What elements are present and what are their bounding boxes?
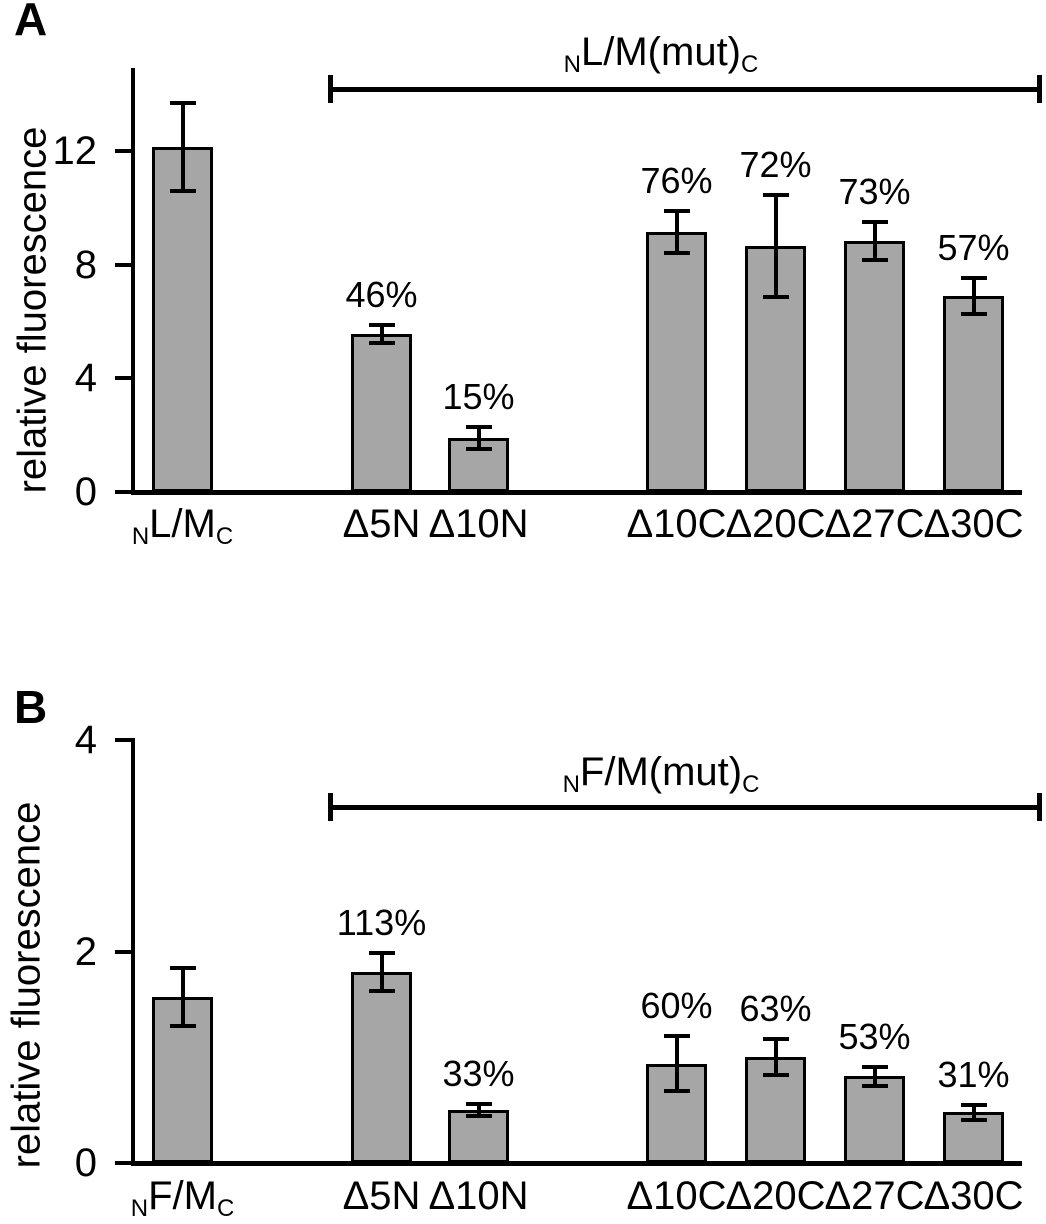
label-text: Δ10C xyxy=(626,1174,727,1218)
label-text: Δ5N xyxy=(342,502,421,546)
panel-a-x-axis-line xyxy=(131,490,1022,495)
panel-a-category-label xyxy=(923,502,1023,546)
panel-a-error-bar-cap-bottom xyxy=(961,312,987,316)
panel-a-error-bar-cap-bottom xyxy=(369,341,395,345)
panel-b-error-bar-cap-bottom xyxy=(664,1089,690,1093)
panel-a-error-bar-cap-bottom xyxy=(170,189,196,193)
panel-b-category-label xyxy=(923,1174,1023,1218)
panel-a-category-label xyxy=(626,502,726,546)
panel-b-tick-label: 4 xyxy=(74,718,97,762)
panel-a-percent-label: 46% xyxy=(345,273,418,315)
panel-a-category-label xyxy=(132,502,233,551)
panel-a-category-label xyxy=(428,502,528,546)
label-text: Δ30C xyxy=(923,1174,1024,1218)
panel-a-category-label xyxy=(343,502,421,546)
panel-b-x-axis-line xyxy=(131,1161,1022,1166)
panel-b-y-axis-line xyxy=(131,738,135,1166)
panel-a-category-label xyxy=(725,502,825,546)
panel-b-error-bar-cap-bottom xyxy=(763,1073,789,1077)
panel-a-bracket-line xyxy=(330,87,1040,92)
panel-b-error-bar-cap-bottom xyxy=(466,1114,492,1118)
panel-b-percent-label: 63% xyxy=(739,988,812,1030)
panel-b-tick-mark xyxy=(115,738,131,742)
panel-b-tick-mark xyxy=(115,1161,131,1165)
panel-a-bar xyxy=(351,334,412,492)
panel-a-error-bar-line xyxy=(477,427,481,450)
panel-a-error-bar-cap-bottom xyxy=(466,447,492,451)
panel-a-error-bar-cap-top xyxy=(369,323,395,327)
panel-a-percent-label: 76% xyxy=(640,159,713,201)
panel-a-bar xyxy=(646,232,707,492)
panel-b-percent-label: 31% xyxy=(937,1053,1010,1095)
panel-a-error-bar-cap-top xyxy=(862,220,888,224)
panel-b-error-bar-cap-top xyxy=(862,1065,888,1069)
label-text: Δ10N xyxy=(428,1174,529,1218)
panel-b-error-bar-cap-top xyxy=(170,966,196,970)
label-text: L/M(mut) xyxy=(581,30,741,74)
panel-a-error-bar-line xyxy=(181,103,185,191)
label-text: Δ10N xyxy=(428,502,529,546)
panel-a-error-bar-cap-bottom xyxy=(664,251,690,255)
panel-b-error-bar-line xyxy=(181,968,185,1025)
panel-b-error-bar-cap-top xyxy=(763,1037,789,1041)
label-text: Δ5N xyxy=(342,1174,421,1218)
panel-b-category-label xyxy=(131,1174,235,1223)
panel-a-tick-label: 0 xyxy=(74,470,97,514)
panel-a-bracket-cap-left xyxy=(328,75,333,103)
subscript-text: N xyxy=(131,523,150,551)
subscript-text: C xyxy=(216,1195,235,1223)
panel-a-error-bar-line xyxy=(774,195,778,297)
panel-a-y-axis-title: relative fluorescence xyxy=(10,126,55,494)
label-text: Δ10C xyxy=(626,502,727,546)
panel-b-percent-label: 53% xyxy=(838,1015,911,1057)
panel-b-error-bar-cap-bottom xyxy=(170,1024,196,1028)
panel-b-category-label xyxy=(343,1174,421,1218)
panel-a-percent-label: 73% xyxy=(838,170,911,212)
label-text: L/M xyxy=(149,502,216,546)
panel-b-tick-label: 0 xyxy=(74,1141,97,1185)
panel-a-y-axis-line xyxy=(131,68,135,495)
panel-a-error-bar-cap-top xyxy=(763,193,789,197)
panel-a-error-bar-cap-top xyxy=(466,425,492,429)
panel-a-tick-label: 12 xyxy=(52,129,97,174)
panel-a-bar xyxy=(943,296,1004,492)
label-text: F/M(mut) xyxy=(579,750,743,794)
panel-a-letter: A xyxy=(14,0,48,45)
subscript-text: N xyxy=(562,771,580,799)
panel-a-error-bar-line xyxy=(873,222,877,261)
panel-a-error-bar-line xyxy=(972,278,976,313)
panel-a-error-bar-cap-top xyxy=(961,276,987,280)
panel-b-category-label xyxy=(428,1174,528,1218)
panel-b-percent-label: 33% xyxy=(442,1052,515,1094)
label-text: F/M xyxy=(148,1174,217,1218)
panel-b-bar xyxy=(351,972,412,1163)
panel-a-bracket-label xyxy=(564,30,759,79)
subscript-text: N xyxy=(563,51,581,79)
panel-b-error-bar-line xyxy=(380,953,384,991)
panel-b-error-bar-line xyxy=(774,1039,778,1075)
label-text: Δ20C xyxy=(725,1174,826,1218)
panel-b-percent-label: 113% xyxy=(336,901,427,943)
subscript-text: C xyxy=(741,51,759,79)
panel-b-letter: B xyxy=(14,681,48,733)
panel-a-tick-mark xyxy=(115,490,131,494)
panel-b-bracket-label xyxy=(563,750,760,799)
panel-b-bracket-line xyxy=(330,805,1040,810)
panel-a-tick-mark xyxy=(115,149,131,153)
panel-b-error-bar-cap-top xyxy=(961,1103,987,1107)
panel-a-error-bar-cap-top xyxy=(170,101,196,105)
panel-a-percent-label: 72% xyxy=(739,143,812,185)
panel-b-error-bar-cap-bottom xyxy=(961,1118,987,1122)
panel-a-tick-label: 4 xyxy=(74,356,97,401)
panel-a-tick-mark xyxy=(115,376,131,380)
panel-a-error-bar-line xyxy=(675,211,679,254)
label-text: Δ30C xyxy=(923,502,1024,546)
panel-b-error-bar-cap-bottom xyxy=(369,989,395,993)
subscript-text: C xyxy=(742,771,760,799)
panel-b-percent-label: 60% xyxy=(640,985,713,1027)
panel-b-error-bar-cap-bottom xyxy=(862,1084,888,1088)
panel-b-error-bar-cap-top xyxy=(369,951,395,955)
panel-b-tick-mark xyxy=(115,950,131,954)
label-text: Δ27C xyxy=(824,502,925,546)
panel-a-tick-label: 8 xyxy=(74,242,97,287)
subscript-text: C xyxy=(215,523,234,551)
panel-a-percent-label: 15% xyxy=(442,375,515,417)
panel-b-error-bar-line xyxy=(675,1036,679,1091)
panel-a-bar xyxy=(844,241,905,492)
panel-b-category-label xyxy=(824,1174,924,1218)
panel-b-error-bar-cap-top xyxy=(664,1034,690,1038)
panel-a-bracket-cap-right xyxy=(1037,75,1042,103)
panel-b-category-label xyxy=(725,1174,825,1218)
panel-a-tick-mark xyxy=(115,263,131,267)
panel-b-bracket-cap-right xyxy=(1037,793,1042,821)
panel-a-category-label xyxy=(824,502,924,546)
label-text: Δ20C xyxy=(725,502,826,546)
panel-a-error-bar-cap-bottom xyxy=(763,295,789,299)
panel-a-error-bar-cap-top xyxy=(664,209,690,213)
panel-b-bracket-cap-left xyxy=(328,793,333,821)
panel-b-tick-label: 2 xyxy=(74,929,97,974)
subscript-text: N xyxy=(130,1195,149,1223)
panel-a-bar xyxy=(152,147,213,492)
panel-a-error-bar-cap-bottom xyxy=(862,258,888,262)
panel-b-bar xyxy=(844,1076,905,1163)
panel-b-error-bar-cap-top xyxy=(466,1102,492,1106)
label-text: Δ27C xyxy=(824,1174,925,1218)
panel-a-percent-label: 57% xyxy=(937,227,1010,269)
panel-b-y-axis-title: relative fluorescence xyxy=(4,801,49,1169)
panel-b-category-label xyxy=(626,1174,726,1218)
